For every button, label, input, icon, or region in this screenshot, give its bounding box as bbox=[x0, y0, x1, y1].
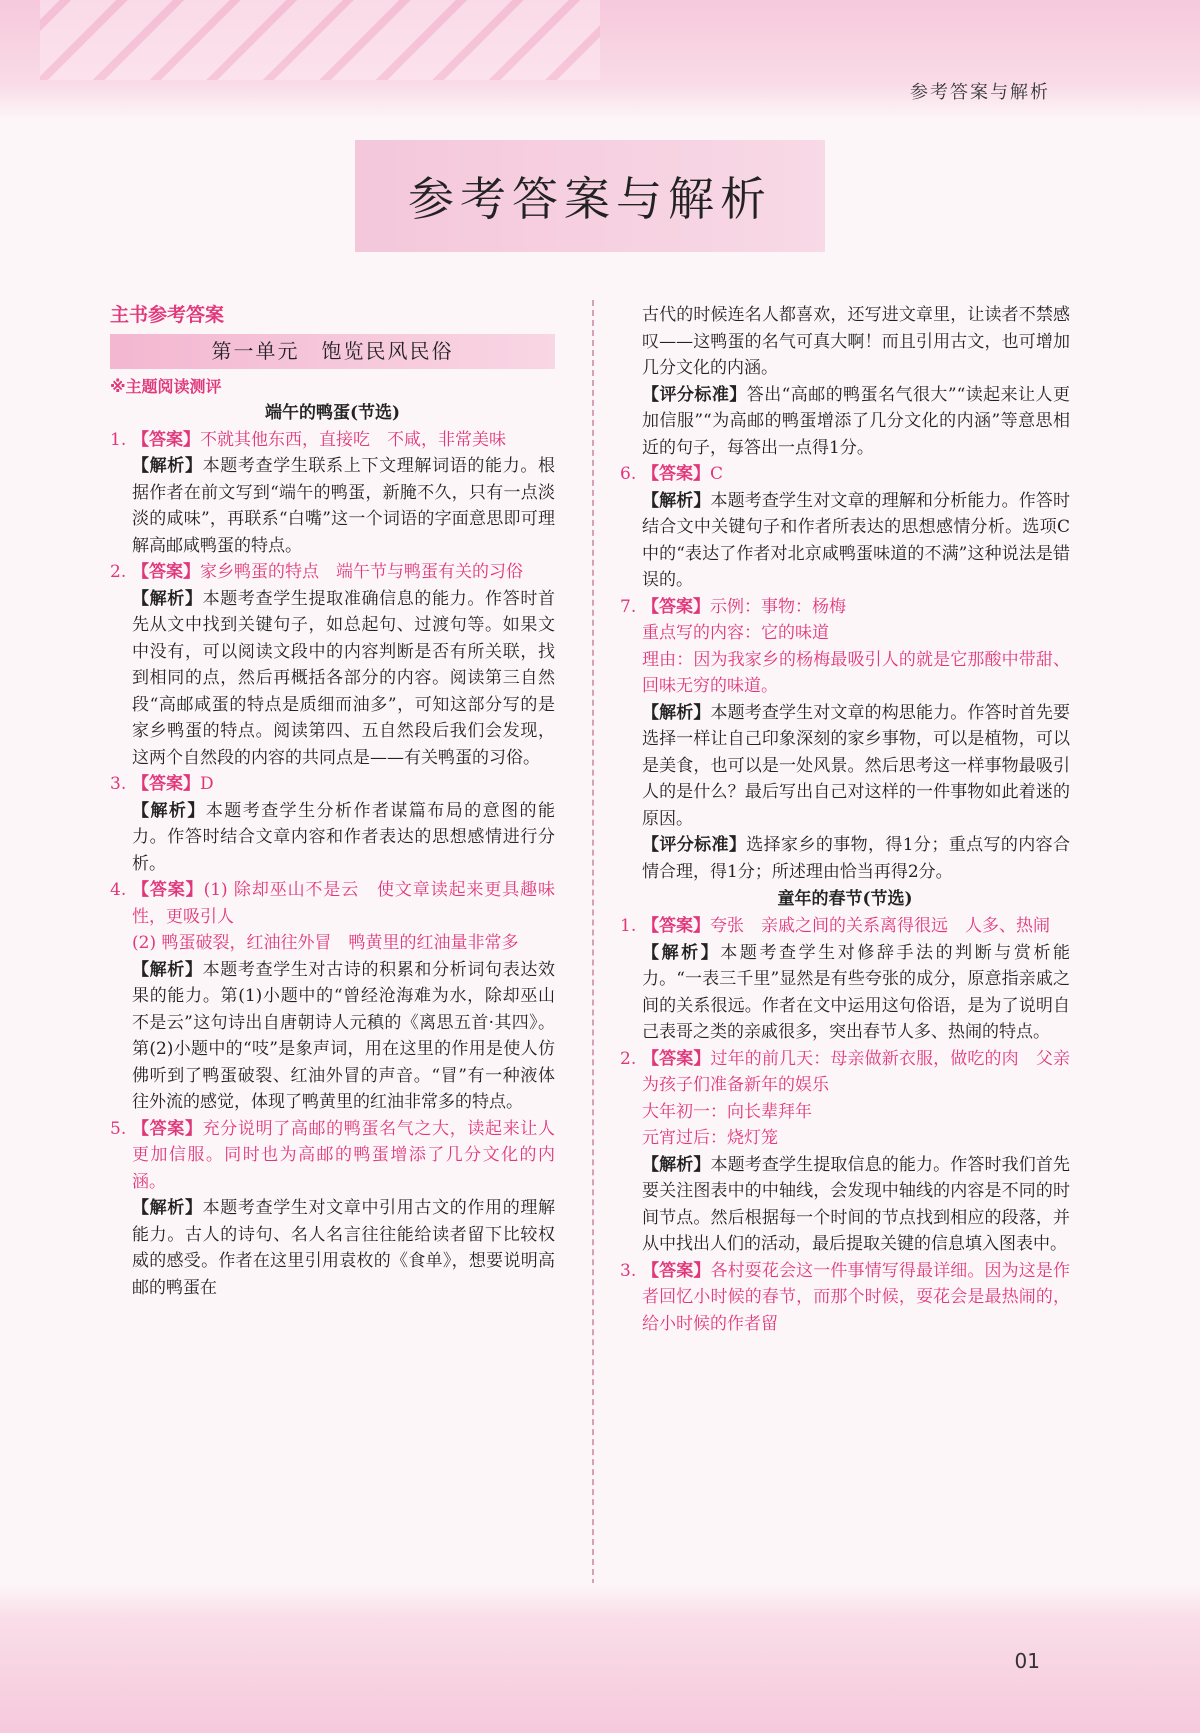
analysis-text: 本题考查学生对古诗的积累和分析词句表达效果的能力。第(1)小题中的“曾经沧海难为水，除却巫山不是云”这句诗出自唐朝诗人元稹的《离思五首·其四》。第(2)小题中的“吱”是象声词，用在这里的作用是使人仿佛听到了鸭蛋破裂、红油外冒的声音。“冒”有一种液体往外流的感觉，体现了鸭黄里的红油非常多的特点。 bbox=[132, 959, 555, 1112]
sub-heading: ※主题阅读测评 bbox=[110, 376, 222, 396]
question-number: 2. bbox=[110, 562, 127, 582]
analysis bbox=[620, 940, 1070, 1046]
question-item bbox=[620, 1258, 1070, 1338]
analysis bbox=[110, 1195, 555, 1301]
answer-text: 过年的前几天：母亲做新衣服，做吃的肉 父亲为孩子们准备新年的娱乐 bbox=[642, 1048, 1070, 1095]
question-number: 5. bbox=[110, 1118, 127, 1139]
analysis-tag: 【解析】 bbox=[132, 800, 206, 821]
article-title: 端午的鸭蛋(节选) bbox=[264, 402, 401, 423]
answer-tag: 【答案】 bbox=[132, 562, 200, 582]
question-item bbox=[110, 427, 555, 454]
analysis bbox=[110, 586, 555, 772]
scoring-tag: 【评分标准】 bbox=[642, 384, 747, 405]
question-number: 2. bbox=[620, 1048, 637, 1069]
page-number: 01 bbox=[1014, 1649, 1040, 1673]
answer-tag: 【答案】 bbox=[642, 464, 710, 484]
answer-text: 家乡鸭蛋的特点 端午节与鸭蛋有关的习俗 bbox=[200, 562, 523, 582]
page-title: 参考答案与解析 bbox=[408, 172, 772, 226]
answer-text-3: 元宵过后：烧灯笼 bbox=[642, 1128, 778, 1148]
question-number: 4. bbox=[110, 880, 127, 900]
analysis-text: 本题考查学生提取准确信息的能力。作答时首先从文中找到关键句子，如总起句、过渡句等。如果文中没有，可以阅读文段中的内容判断是否有所关联，找到相同的点，然后再概括各部分的内容。阅读第三自然段“高邮咸蛋的特点是质细而油多”，可知这部分写的是家乡鸭蛋的特点。阅读第四、五自然段后我们会发现，这两个自然段的内容的共同点是——有关鸭蛋的习俗。 bbox=[132, 588, 555, 768]
answer-text-3: 理由：因为我家乡的杨梅最吸引人的就是它那酸中带甜、回味无穷的味道。 bbox=[642, 649, 1070, 696]
analysis-text: 本题考查学生分析作者谋篇布局的意图的能力。作答时结合文章内容和作者表达的思想感情进行分析。 bbox=[132, 800, 556, 874]
continued-analysis: 古代的时候连名人都喜欢，还写进文章里，让读者不禁感叹——这鸭蛋的名气可真大啊！而且引用古文，也可增加几分文化的内涵。 bbox=[642, 305, 1070, 378]
answer-text: (1) 除却巫山不是云 使文章读起来更具趣味性，更吸引人 bbox=[132, 880, 556, 927]
answer-text: 夸张 亲戚之间的关系离得很远 人多、热闹 bbox=[710, 916, 1050, 936]
analysis-text: 本题考查学生对文章的理解和分析能力。作答时结合文中关键句子和作者所表达的思想感情分析。选项C中的“表达了作者对北京咸鸭蛋味道的不满”这种说法是错误的。 bbox=[642, 490, 1070, 590]
answer-tag: 【答案】 bbox=[642, 1260, 711, 1281]
analysis-text: 本题考查学生对文章中引用古文的作用的理解能力。古人的诗句、名人名言往往能给读者留下比较权威的感受。作者在这里引用袁枚的《食单》，想要说明高邮的鸭蛋在 bbox=[132, 1198, 555, 1298]
question-item bbox=[110, 877, 555, 930]
analysis-text: 本题考查学生联系上下文理解词语的能力。根据作者在前文写到“端午的鸭蛋，新腌不久，只有一点淡淡的咸味”，再联系“白嘴”这一个词语的字面意思即可理解高邮咸鸭蛋的特点。 bbox=[132, 456, 555, 556]
scoring-text: 答出“高邮的鸭蛋名气很大”“读起来让人更加信服”“为高邮的鸭蛋增添了几分文化的内涵”等意思相近的句子，每答出一点得1分。 bbox=[642, 384, 1070, 458]
answer-tag: 【答案】 bbox=[132, 774, 200, 794]
answer-text: D bbox=[200, 774, 214, 794]
analysis-text: 本题考查学生提取信息的能力。作答时我们首先要关注图表中的中轴线，会发现中轴线的内容是不同的时间节点。然后根据每一个时间的节点找到相应的段落，并从中找出人们的活动，最后提取关键的信息填入图表中。 bbox=[642, 1154, 1070, 1254]
unit-heading: 第一单元 饱览民风民俗 bbox=[110, 334, 555, 369]
answer-tag: 【答案】 bbox=[642, 1048, 711, 1069]
section-heading: 主书参考答案 bbox=[110, 304, 225, 326]
article-title: 童年的春节(节选) bbox=[777, 889, 913, 909]
answer-text-2: 重点写的内容：它的味道 bbox=[642, 623, 829, 643]
answer-tag: 【答案】 bbox=[132, 880, 204, 900]
question-item bbox=[110, 1116, 555, 1196]
running-header: 参考答案与解析 bbox=[910, 82, 1050, 103]
analysis-tag: 【解析】 bbox=[642, 1154, 711, 1175]
answer-tag: 【答案】 bbox=[132, 1118, 203, 1139]
question-number: 7. bbox=[620, 596, 637, 617]
question-number: 3. bbox=[110, 774, 127, 794]
top-pattern-decor bbox=[40, 0, 600, 80]
question-item bbox=[620, 1046, 1070, 1099]
question-item bbox=[110, 559, 555, 586]
question-number: 1. bbox=[620, 916, 637, 936]
question-item bbox=[620, 913, 1070, 940]
question-number: 1. bbox=[110, 429, 127, 450]
answer-tag: 【答案】 bbox=[642, 596, 710, 617]
answer-text: 充分说明了高邮的鸭蛋名气之大，读起来让人更加信服。同时也为高邮的鸭蛋增添了几分文化的内涵。 bbox=[132, 1118, 555, 1192]
analysis bbox=[620, 488, 1070, 594]
analysis-tag: 【解析】 bbox=[132, 456, 203, 476]
question-number: 3. bbox=[620, 1260, 637, 1281]
analysis bbox=[110, 957, 555, 1116]
analysis-tag: 【解析】 bbox=[642, 942, 721, 963]
analysis-tag: 【解析】 bbox=[642, 490, 711, 511]
left-column bbox=[110, 300, 555, 1301]
answer-text: 不就其他东西，直接吃 不咸，非常美味 bbox=[200, 429, 506, 450]
analysis-text: 本题考查学生对文章的构思能力。作答时首先要选择一样让自己印象深刻的家乡事物，可以是植物，可以是美食，也可以是一处风景。然后思考这一样事物最吸引人的是什么？最后写出自己对这样的一件事物如此着迷的原因。 bbox=[642, 702, 1070, 829]
scoring-standard bbox=[620, 382, 1070, 462]
scoring-standard bbox=[620, 832, 1070, 885]
answer-text: 示例：事物：杨梅 bbox=[710, 596, 846, 617]
scoring-tag: 【评分标准】 bbox=[642, 835, 747, 855]
right-column bbox=[620, 302, 1070, 1337]
question-number: 6. bbox=[620, 464, 637, 484]
answer-text-2: 大年初一：向长辈拜年 bbox=[642, 1101, 812, 1122]
answer-tag: 【答案】 bbox=[132, 429, 200, 450]
page-title-box bbox=[355, 140, 825, 252]
analysis-text: 本题考查学生对修辞手法的判断与赏析能力。“一表三千里”显然是有些夸张的成分，原意指亲戚之间的关系很远。作者在文中运用这句俗语，是为了说明自己表哥之类的亲戚很多，突出春节人多、热闹的特点。 bbox=[642, 942, 1071, 1042]
question-item bbox=[110, 771, 555, 798]
answer-tag: 【答案】 bbox=[642, 916, 710, 936]
analysis bbox=[620, 700, 1070, 833]
analysis-tag: 【解析】 bbox=[132, 1198, 203, 1218]
question-item bbox=[620, 594, 1070, 621]
answer-text: C bbox=[710, 464, 724, 484]
analysis-tag: 【解析】 bbox=[132, 588, 203, 609]
question-item bbox=[620, 461, 1070, 488]
analysis bbox=[620, 1152, 1070, 1258]
answer-text-2: (2) 鸭蛋破裂，红油往外冒 鸭黄里的红油量非常多 bbox=[132, 933, 519, 953]
analysis-tag: 【解析】 bbox=[642, 702, 711, 723]
analysis-tag: 【解析】 bbox=[132, 959, 203, 980]
answer-text: 各村耍花会这一件事情写得最详细。因为这是作者回忆小时候的春节，而那个时候，耍花会是最热闹的，给小时候的作者留 bbox=[642, 1260, 1070, 1334]
analysis bbox=[110, 453, 555, 559]
analysis bbox=[110, 798, 555, 878]
column-divider bbox=[592, 300, 594, 1625]
scoring-text: 选择家乡的事物，得1分；重点写的内容合情合理，得1分；所述理由恰当再得2分。 bbox=[642, 835, 1070, 882]
